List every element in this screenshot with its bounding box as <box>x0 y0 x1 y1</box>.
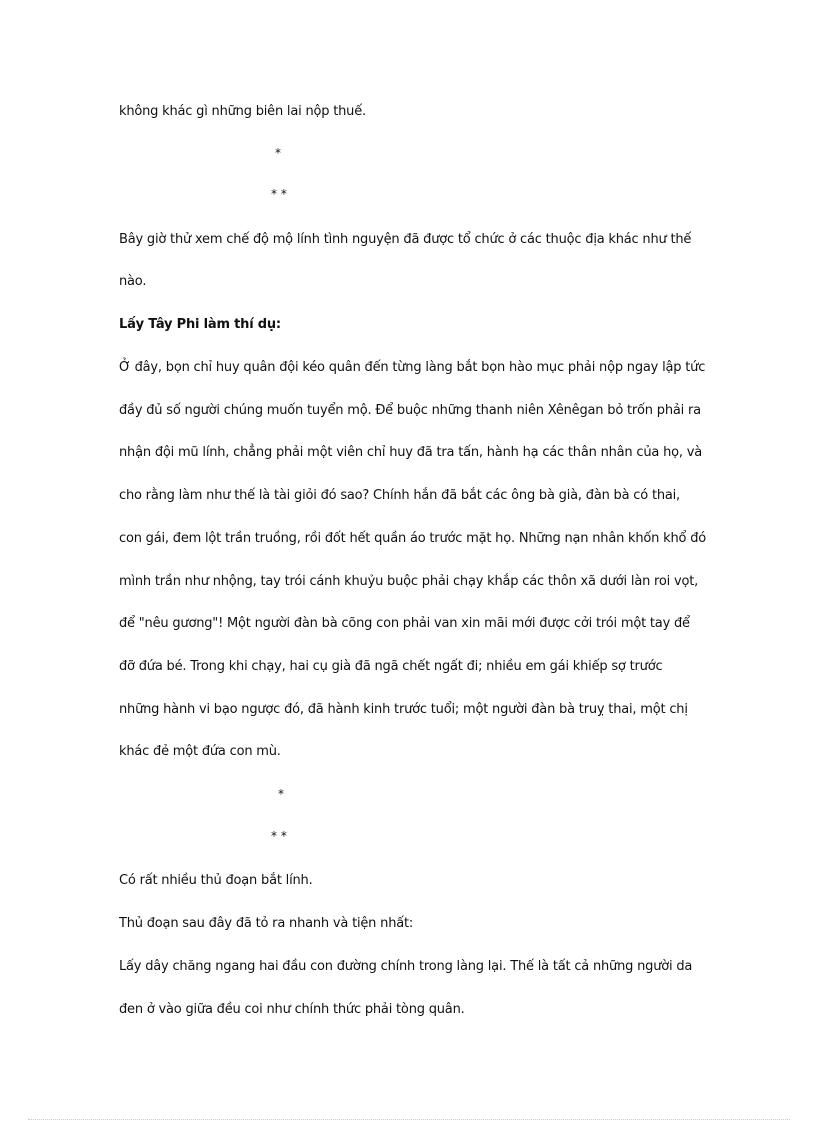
text-line: đầy đủ số người chúng muốn tuyển mộ. Để buộc những thanh niên Xênêgan bỏ trốn phải ra <box>119 403 701 418</box>
text-line: Lấy dây chăng ngang hai đầu con đường chính trong làng lại. Thế là tất cả những người da <box>119 959 693 974</box>
text-line: đen ở vào giữa đều coi như chính thức phải tòng quân. <box>119 1002 465 1017</box>
separator-star: * <box>275 146 281 160</box>
text-line: Ở đây, bọn chỉ huy quân đội kéo quân đến từng làng bắt bọn hào mục phải nộp ngay lập tức <box>119 360 706 375</box>
text-line: Thủ đoạn sau đây đã tỏ ra nhanh và tiện nhất: <box>119 916 414 931</box>
text-line: những hành vi bạo ngược đó, đã hành kinh trước tuổi; một người đàn bà truỵ thai, một chị <box>119 702 688 717</box>
text-line: khác đẻ một đứa con mù. <box>119 744 281 759</box>
section-heading: Lấy Tây Phi làm thí dụ: <box>119 317 281 332</box>
text-line: đỡ đứa bé. Trong khi chạy, hai cụ già đã ngã chết ngất đi; nhiều em gái khiếp sợ trước <box>119 659 663 674</box>
text-line: Bây giờ thử xem chế độ mộ lính tình nguyện đã được tổ chức ở các thuộc địa khác như thế <box>119 232 692 247</box>
text-line: nhận đội mũ lính, chẳng phải một viên chỉ huy đã tra tấn, hành hạ các thân nhân của họ, và <box>119 445 703 460</box>
text-line: để "nêu gương"! Một người đàn bà cõng con phải van xin mãi mới được cởi trói một tay để <box>119 616 690 631</box>
text-line: cho rằng làm như thế là tài giỏi đó sao? Chính hắn đã bắt các ông bà già, đàn bà có thai, <box>119 488 680 503</box>
text-line: nào. <box>119 274 147 289</box>
text-line: Có rất nhiều thủ đoạn bắt lính. <box>119 873 313 888</box>
text-line: không khác gì những biên lai nộp thuế. <box>119 104 366 119</box>
separator-stars: * * <box>271 829 287 843</box>
text-line: con gái, đem lột trần truồng, rồi đốt hết quần áo trước mặt họ. Những nạn nhân khốn khổ đó <box>119 531 707 546</box>
text-line: mình trần như nhộng, tay trói cánh khuỷu buộc phải chạy khắp các thôn xã dưới làn roi vọt, <box>119 574 699 589</box>
separator-stars: * * <box>271 187 287 201</box>
separator-star: * <box>278 787 284 801</box>
page-boundary-divider <box>28 1119 790 1120</box>
